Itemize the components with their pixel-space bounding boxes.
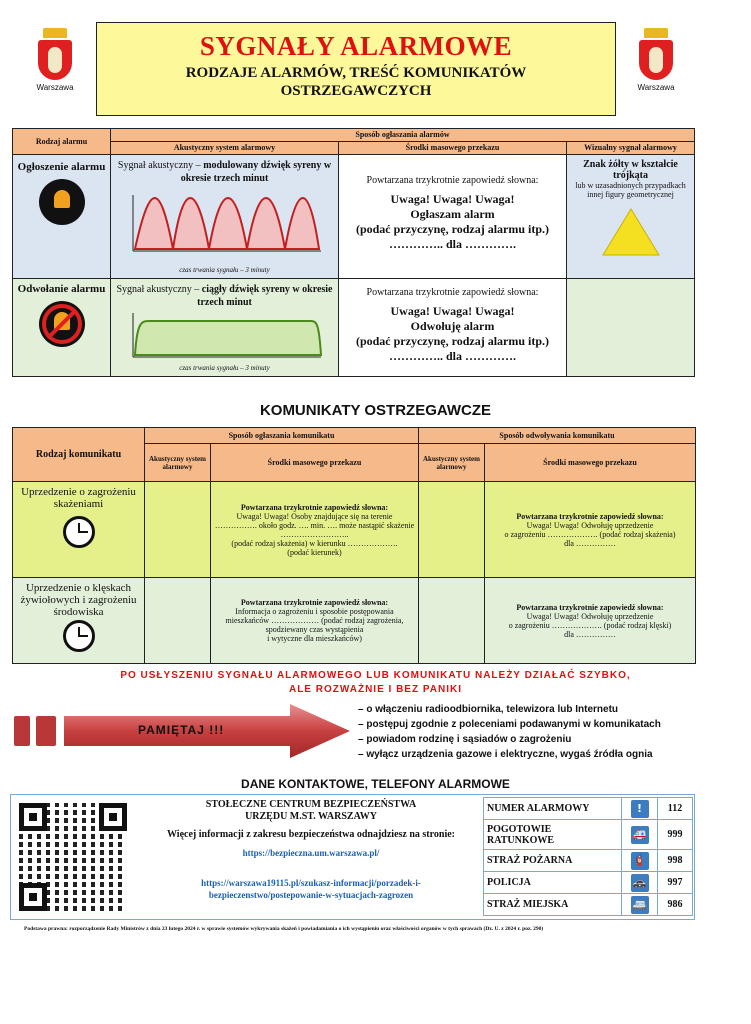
advice-line-1: PO USŁYSZENIU SYGNAŁU ALARMOWEGO LUB KOMUNIKATU NALEŻY DZIAŁAĆ SZYBKO,: [120, 670, 631, 681]
cancel-disasters: Powtarzana trzykrotnie zapowiedź słowna: Uwaga! Uwaga! Odwołuję uprzedzenie o zagrożeniu ………………. (podać rodzaj klęski) dla ……………: [485, 578, 696, 664]
alarm-icon: !: [631, 800, 649, 818]
warnings-title: KOMUNIKATY OSTRZEGAWCZE: [259, 402, 492, 419]
phones-table: [483, 797, 693, 916]
link-bezpieczna[interactable]: https://bezpieczna.um.warszawa.pl/: [242, 848, 380, 858]
col-message-type: Rodzaj komunikatu: [13, 428, 145, 482]
row-label-disasters: Uprzedzenie o klęskach żywiołowych i zagrożeniu środowiska: [13, 578, 145, 664]
phone-row: STRAŻ POŻARNA 🧯 998: [484, 850, 693, 872]
row-label-cancel: Odwołanie alarmu: [13, 279, 111, 377]
advice-item: – powiadom rodzinę i sąsiadów o zagrożeniu: [358, 734, 572, 745]
acoustic-empty: [419, 578, 485, 664]
more-info: Więcej informacji z zakresu bezpieczeństwa odnajdziesz na stronie:: [166, 829, 455, 840]
col-media: Środki masowego przekazu: [485, 444, 696, 482]
title-box: [96, 22, 616, 116]
qr-code[interactable]: [19, 803, 127, 911]
advice-list: [358, 702, 661, 762]
remember-label: PAMIĘTAJ !!!: [138, 723, 225, 737]
advice-item: – postępuj zgodnie z poleceniami podawanymi w komunikatach: [358, 719, 661, 730]
col-alarm-type: Rodzaj alarmu: [13, 129, 111, 155]
col-cancel-method: Sposób odwoływania komunikatu: [419, 428, 696, 444]
phone-number[interactable]: 999: [658, 820, 693, 850]
cancel-contamination: Powtarzana trzykrotnie zapowiedź słowna: Uwaga! Uwaga! Odwołuję uprzedzenie o zagrożeniu ………………. (podać rodzaj skażenia) dla ……………: [485, 482, 696, 578]
alarms-table: [12, 128, 695, 377]
clock-icon: [63, 620, 95, 652]
col-acoustic: Akustyczny system alarmowy: [111, 142, 339, 155]
media-announce: Powtarzana trzykrotnie zapowiedź słowna: Uwaga! Uwaga! Uwaga! Ogłaszam alarm (podać przyczynę, rodzaj alarmu itp.) ………….. dla ………….: [339, 155, 567, 279]
advice-item: – o włączeniu radioodbiornika, telewizora lub Internetu: [358, 704, 619, 715]
col-alarm-method: Sposób ogłaszania alarmów: [111, 129, 695, 142]
page-subtitle: RODZAJE ALARMÓW, TREŚĆ KOMUNIKATÓW OSTRZEGAWCZYCH: [185, 65, 527, 99]
phone-number[interactable]: 998: [658, 850, 693, 872]
warsaw-crest-right: [627, 28, 685, 92]
phone-row: NUMER ALARMOWY ! 112: [484, 798, 693, 820]
row-label-contamination: Uprzedzenie o zagrożeniu skażeniami: [13, 482, 145, 578]
col-acoustic: Akustyczny system alarmowy: [419, 444, 485, 482]
warsaw-crest-left: [26, 28, 84, 92]
crest-caption: Warszawa: [637, 83, 675, 92]
contacts-title: DANE KONTAKTOWE, TELEFONY ALARMOWE: [241, 777, 510, 791]
col-visual: Wizualny sygnał alarmowy: [567, 142, 695, 155]
police-car-icon: 🚓: [631, 874, 649, 892]
visual-empty: [567, 279, 695, 377]
warnings-table: [12, 427, 696, 664]
acoustic-continuous: Sygnał akustyczny – ciągły dźwięk syreny w okresie trzech minut czas trwania sygnału – 3 minuty: [111, 279, 339, 377]
acoustic-empty: [145, 482, 211, 578]
contact-info: [141, 799, 481, 901]
col-announce-method: Sposób ogłaszania komunikatu: [145, 428, 419, 444]
link-19115[interactable]: https://warszawa19115.pl/szukasz-informacji/porzadek-i-bezpieczenstwo/postepowanie-w-sytuacjach-zagrozen: [201, 878, 421, 900]
phone-number[interactable]: 112: [658, 798, 693, 820]
advice-item: – wyłącz urządzenia gazowe i elektryczne, wygaś źródła ognia: [358, 749, 653, 760]
media-cancel: Powtarzana trzykrotnie zapowiedź słowna: Uwaga! Uwaga! Uwaga! Odwołuję alarm (podać przyczynę, rodzaj alarmu itp.) ………….. dla ………….: [339, 279, 567, 377]
bell-icon: [39, 179, 85, 225]
fire-extinguisher-icon: 🧯: [631, 852, 649, 870]
continuous-siren-graph: [125, 311, 325, 363]
yellow-triangle-icon: [601, 207, 661, 257]
duration-caption: czas trwania sygnału – 3 minuty: [179, 266, 270, 274]
modulated-siren-graph: [125, 191, 325, 257]
page-title: SYGNAŁY ALARMOWE: [199, 31, 513, 61]
org-name: STOŁECZNE CENTRUM BEZPIECZEŃSTWA: [205, 799, 417, 810]
bell-crossed-icon: [39, 301, 85, 347]
phone-row: POGOTOWIE RATUNKOWE 🚑 999: [484, 820, 693, 850]
phone-row: POLICJA 🚓 997: [484, 872, 693, 894]
duration-caption: czas trwania sygnału – 3 minuty: [179, 364, 270, 372]
acoustic-empty: [419, 482, 485, 578]
crest-caption: Warszawa: [36, 83, 74, 92]
visual-signal: Znak żółty w kształcie trójkąta lub w uzasadnionych przypadkach innej figury geometrycznej: [567, 155, 695, 279]
phone-number[interactable]: 997: [658, 872, 693, 894]
advice-line-2: ALE ROZWAŻNIE I BEZ PANIKI: [288, 684, 463, 695]
acoustic-empty: [145, 578, 211, 664]
phone-row: STRAŻ MIEJSKA 🚐 986: [484, 894, 693, 916]
announce-disasters: Powtarzana trzykrotnie zapowiedź słowna: Informacja o zagrożeniu i sposobie postępowania mieszkańców ……………… (podać rodzaj zagrożenia, spodziewany czas wystąpienia i wytyczne dla mieszkańców): [211, 578, 419, 664]
city-guard-van-icon: 🚐: [631, 896, 649, 914]
arrow-bar-icon: [14, 716, 30, 746]
legal-footer: Podstawa prawna: rozporządzenie Rady Ministrów z dnia 23 lutego 2024 r. w sprawie systemów wykrywania skażeń i powiadamiania o ich wystąpieniu oraz właściwości organów w tych sprawach (Dz. U. z 2024 r. poz. 290): [24, 926, 544, 932]
row-label-announce: Ogłoszenie alarmu: [13, 155, 111, 279]
clock-icon: [63, 516, 95, 548]
acoustic-modulated: Sygnał akustyczny – modulowany dźwięk syreny w okresie trzech minut czas trwania sygnału – 3 minuty: [111, 155, 339, 279]
ambulance-icon: 🚑: [631, 826, 649, 844]
phone-number[interactable]: 986: [658, 894, 693, 916]
arrow-bar-icon: [36, 716, 56, 746]
contact-box: [10, 794, 695, 920]
announce-contamination: Powtarzana trzykrotnie zapowiedź słowna: Uwaga! Uwaga! Osoby znajdujące się na terenie ……………. około godz. …. min. …. może nastąpić skażenie …………………….. (podać rodzaj skażenia) w kierunku ………………. (podać kierunek): [211, 482, 419, 578]
col-media: Środki masowego przekazu: [339, 142, 567, 155]
org-name-2: URZĘDU M.ST. WARSZAWY: [245, 811, 377, 822]
col-media: Środki masowego przekazu: [211, 444, 419, 482]
col-acoustic: Akustyczny system alarmowy: [145, 444, 211, 482]
